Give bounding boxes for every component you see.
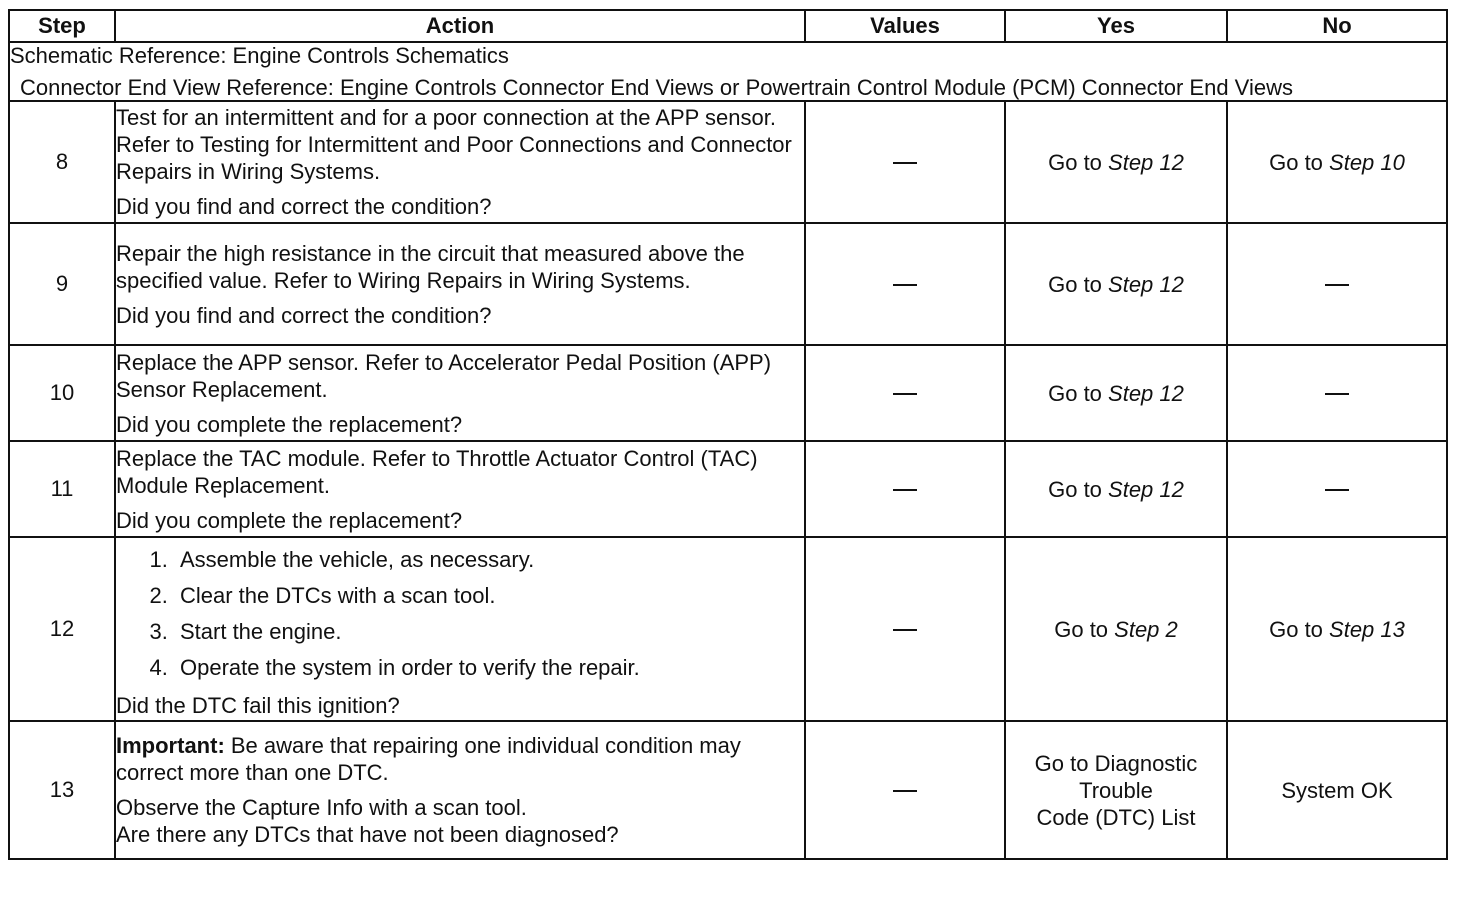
- values-cell: [805, 223, 1005, 345]
- no-cell: [1227, 101, 1447, 223]
- yes-step-link: Step 12: [1108, 271, 1184, 297]
- action-cell: [115, 721, 805, 859]
- yes-prefix: Go to: [1048, 476, 1109, 502]
- important-label: Important:: [116, 733, 225, 758]
- list-item: 1. Assemble the vehicle, as necessary.: [174, 542, 804, 578]
- header-no: No: [1227, 10, 1447, 42]
- header-yes: Yes: [1005, 10, 1227, 42]
- em-dash: [893, 162, 917, 164]
- action-cell: [115, 101, 805, 223]
- values-cell: [805, 441, 1005, 537]
- no-cell: [1227, 721, 1447, 859]
- values-cell: [805, 721, 1005, 859]
- em-dash: [893, 284, 917, 286]
- step-number: 11: [9, 441, 115, 537]
- no-cell: [1227, 441, 1447, 537]
- action-cell: [115, 441, 805, 537]
- yes-cell: [1005, 537, 1227, 721]
- step-number: 8: [9, 101, 115, 223]
- schematic-reference: Schematic Reference: Engine Controls Schematics: [10, 43, 509, 68]
- action-cell: [115, 345, 805, 441]
- reference-cell: [9, 42, 1447, 101]
- yes-prefix: Go to: [1048, 380, 1109, 406]
- yes-line: Go to Diagnostic: [1034, 750, 1198, 776]
- list-item: 2. Clear the DTCs with a scan tool.: [174, 578, 804, 614]
- yes-step-link: Step 12: [1108, 149, 1184, 175]
- table-row: [9, 345, 1447, 441]
- header-values: Values: [805, 10, 1005, 42]
- action-text: Replace the APP sensor. Refer to Accelerator Pedal Position (APP) Sensor Replacement.: [116, 349, 772, 402]
- yes-cell: [1005, 345, 1227, 441]
- header-action: Action: [115, 10, 805, 42]
- header-row: [9, 10, 1447, 42]
- no-step-link: Step 10: [1329, 149, 1405, 175]
- table-row: [9, 101, 1447, 223]
- action-question: Did you find and correct the condition?: [116, 302, 492, 328]
- reference-row: [9, 42, 1447, 101]
- em-dash: [1325, 393, 1349, 395]
- action-question: Are there any DTCs that have not been diagnosed?: [116, 822, 619, 847]
- values-cell: [805, 537, 1005, 721]
- no-cell: [1227, 223, 1447, 345]
- yes-prefix: Go to: [1048, 149, 1109, 175]
- no-step-link: Step 13: [1329, 616, 1405, 642]
- important-text: Be aware that repairing one individual condition may correct more than one DTC.: [116, 733, 741, 785]
- important-note: [116, 732, 804, 786]
- action-question: Did you complete the replacement?: [116, 507, 463, 533]
- table-row: [9, 441, 1447, 537]
- procedure-list: [116, 542, 804, 686]
- yes-cell: [1005, 101, 1227, 223]
- yes-line: Trouble: [1079, 777, 1153, 803]
- diagnostic-table: [8, 9, 1448, 860]
- step-number: 10: [9, 345, 115, 441]
- em-dash: [1325, 284, 1349, 286]
- em-dash: [893, 790, 917, 792]
- list-item: 3. Start the engine.: [174, 614, 804, 650]
- action-cell: [115, 223, 805, 345]
- step-number: 9: [9, 223, 115, 345]
- action-text: Repair the high resistance in the circuit that measured above the specified value. Refer to Wiring Repairs in Wiring Systems.: [116, 240, 745, 293]
- action-question: Did the DTC fail this ignition?: [116, 692, 400, 718]
- observe-text: Observe the Capture Info with a scan tool.: [116, 795, 527, 820]
- action-cell: [115, 537, 805, 721]
- yes-step-link: Step 2: [1114, 616, 1178, 642]
- no-text: System OK: [1281, 777, 1393, 803]
- yes-line: Code (DTC) List: [1036, 804, 1196, 830]
- step-number: 12: [9, 537, 115, 721]
- yes-prefix: Go to: [1054, 616, 1115, 642]
- no-prefix: Go to: [1269, 149, 1330, 175]
- no-cell: [1227, 537, 1447, 721]
- step-number: 13: [9, 721, 115, 859]
- yes-cell: [1005, 441, 1227, 537]
- yes-cell: [1005, 721, 1227, 859]
- action-text: Test for an intermittent and for a poor connection at the APP sensor. Refer to Testing for Intermittent and Poor Connections and Connector Repairs in Wiring Systems.: [116, 105, 792, 184]
- yes-step-link: Step 12: [1108, 380, 1184, 406]
- action-text: Replace the TAC module. Refer to Throttle Actuator Control (TAC) Module Replacement.: [116, 445, 758, 498]
- table-row: [9, 721, 1447, 859]
- action-question: Did you complete the replacement?: [116, 411, 463, 437]
- action-question: Did you find and correct the condition?: [116, 194, 492, 219]
- list-item: 4. Operate the system in order to verify the repair.: [174, 650, 804, 686]
- values-cell: [805, 345, 1005, 441]
- em-dash: [893, 489, 917, 491]
- yes-cell: [1005, 223, 1227, 345]
- no-prefix: Go to: [1269, 616, 1330, 642]
- yes-step-link: Step 12: [1108, 476, 1184, 502]
- table-row: [9, 223, 1447, 345]
- yes-prefix: Go to: [1048, 271, 1109, 297]
- table-row: [9, 537, 1447, 721]
- em-dash: [1325, 489, 1349, 491]
- header-step: Step: [9, 10, 115, 42]
- em-dash: [893, 629, 917, 631]
- values-cell: [805, 101, 1005, 223]
- connector-reference: Connector End View Reference: Engine Controls Connector End Views or Powertrain Control Module (PCM) Connector End Views: [20, 75, 1293, 100]
- no-cell: [1227, 345, 1447, 441]
- em-dash: [893, 393, 917, 395]
